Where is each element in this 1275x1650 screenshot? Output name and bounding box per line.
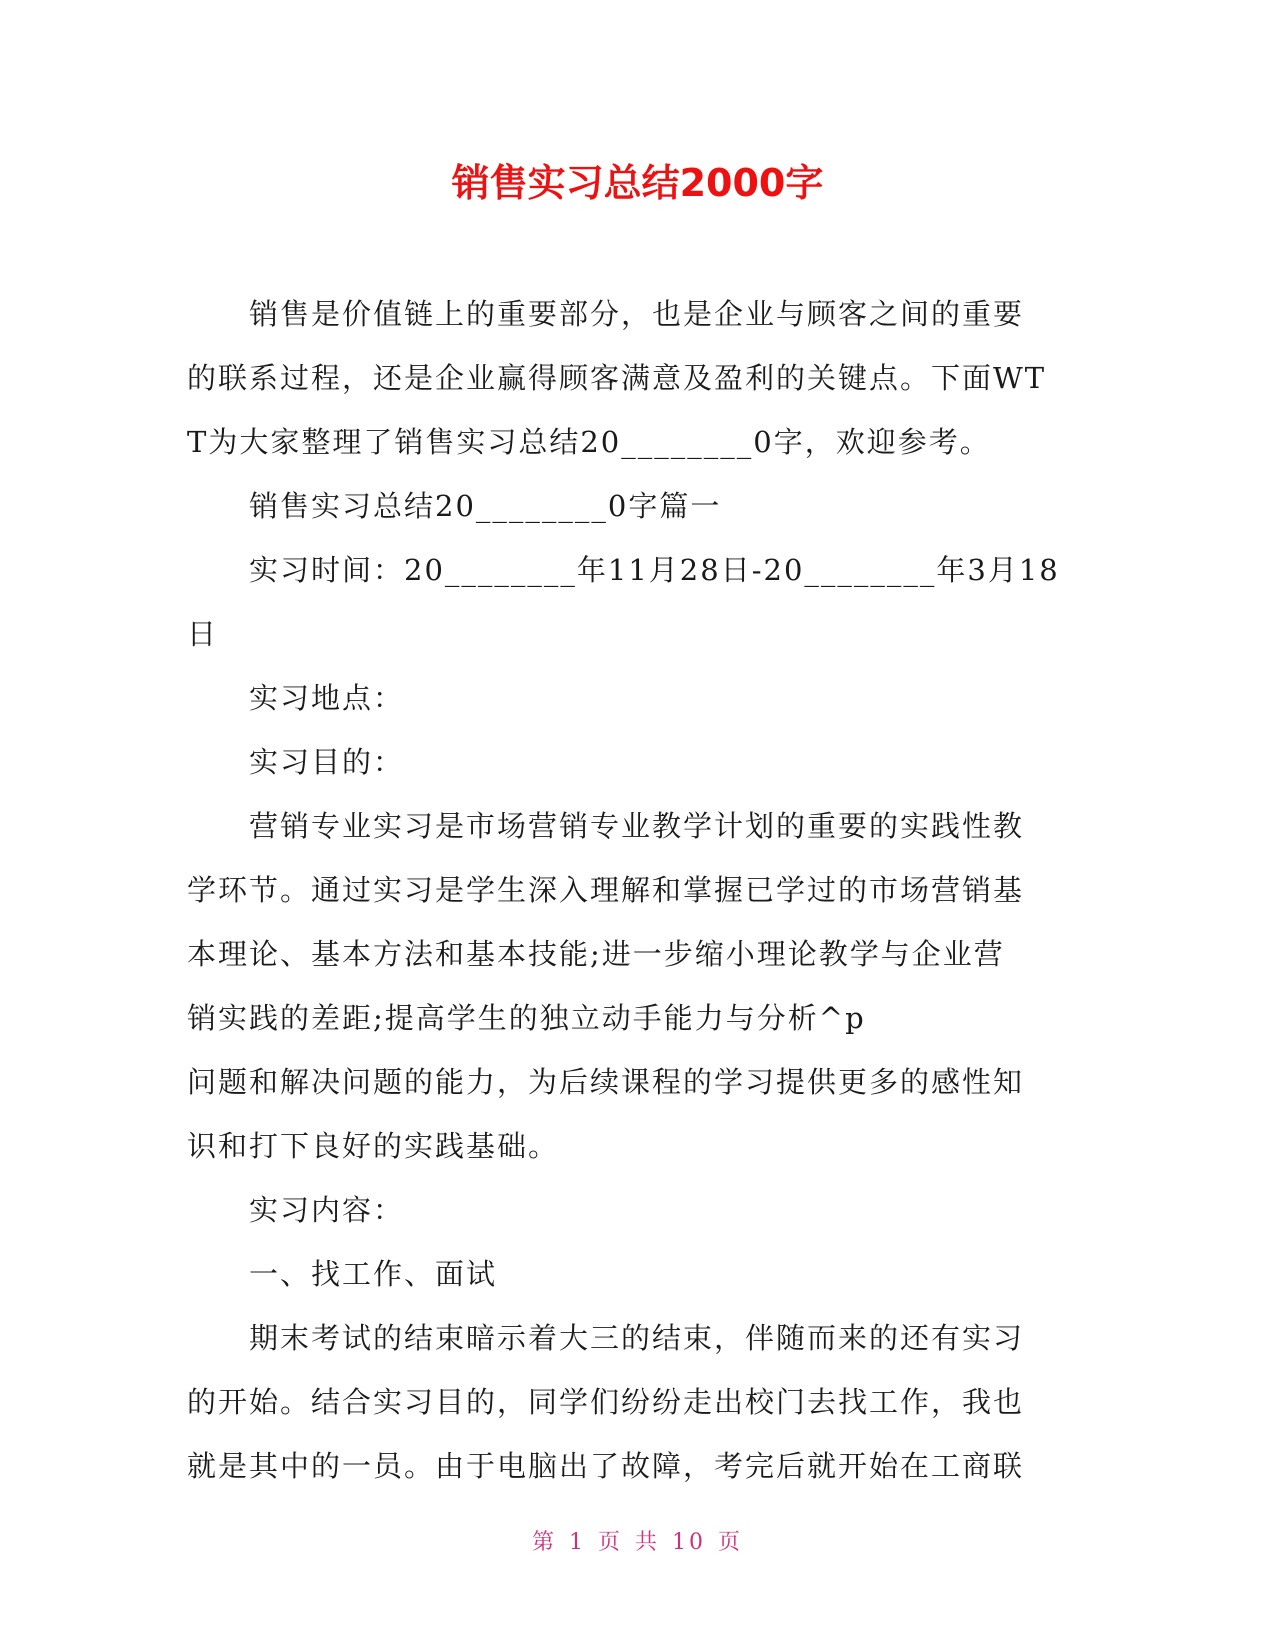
footer-word-total: 共 bbox=[635, 1530, 661, 1555]
document-body bbox=[187, 282, 1087, 1498]
paragraph-line: T为大家整理了销售实习总结20________0字，欢迎参考。 bbox=[187, 425, 991, 459]
paragraph-line: 销实践的差距;提高学生的独立动手能力与分析^p bbox=[187, 1001, 866, 1035]
footer-total-pages: 10 bbox=[672, 1530, 707, 1555]
paragraph-line: 就是其中的一员。由于电脑出了故障，考完后就开始在工商联 bbox=[187, 1449, 1025, 1483]
paragraph-line: 识和打下良好的实践基础。 bbox=[187, 1129, 560, 1163]
paragraph-line: 销售是价值链上的重要部分，也是企业与顾客之间的重要 bbox=[249, 297, 1025, 331]
page-footer bbox=[0, 1528, 1275, 1558]
paragraph-line: 学环节。通过实习是学生深入理解和掌握已学过的市场营销基 bbox=[187, 873, 1025, 907]
paragraph-line: 的联系过程，还是企业赢得顾客满意及盈利的关键点。下面WT bbox=[187, 361, 1047, 395]
subsection-heading: 一、找工作、面试 bbox=[249, 1257, 498, 1291]
footer-word-page-unit: 页 bbox=[597, 1530, 623, 1555]
paragraph-line: 营销专业实习是市场营销专业教学计划的重要的实践性教 bbox=[249, 809, 1025, 843]
paragraph-line: 本理论、基本方法和基本技能;进一步缩小理论教学与企业营 bbox=[187, 937, 1005, 971]
footer-current-page: 1 bbox=[568, 1530, 586, 1555]
internship-time: 实习时间：20________年11月28日-20________年3月18日 bbox=[187, 553, 1060, 651]
paragraph-line: 的开始。结合实习目的，同学们纷纷走出校门去找工作，我也 bbox=[187, 1385, 1025, 1419]
section-heading: 销售实习总结20________0字篇一 bbox=[249, 489, 722, 523]
footer-word-page-unit-2: 页 bbox=[718, 1530, 744, 1555]
paragraph-line: 期末考试的结束暗示着大三的结束，伴随而来的还有实习 bbox=[249, 1321, 1025, 1355]
internship-location: 实习地点： bbox=[249, 681, 405, 715]
internship-content-label: 实习内容： bbox=[249, 1193, 405, 1227]
footer-word-page: 第 bbox=[531, 1530, 557, 1555]
document-title: 销售实习总结2000字 bbox=[451, 161, 824, 205]
paragraph-line: 问题和解决问题的能力，为后续课程的学习提供更多的感性知 bbox=[187, 1065, 1025, 1099]
internship-purpose-label: 实习目的： bbox=[249, 745, 405, 779]
